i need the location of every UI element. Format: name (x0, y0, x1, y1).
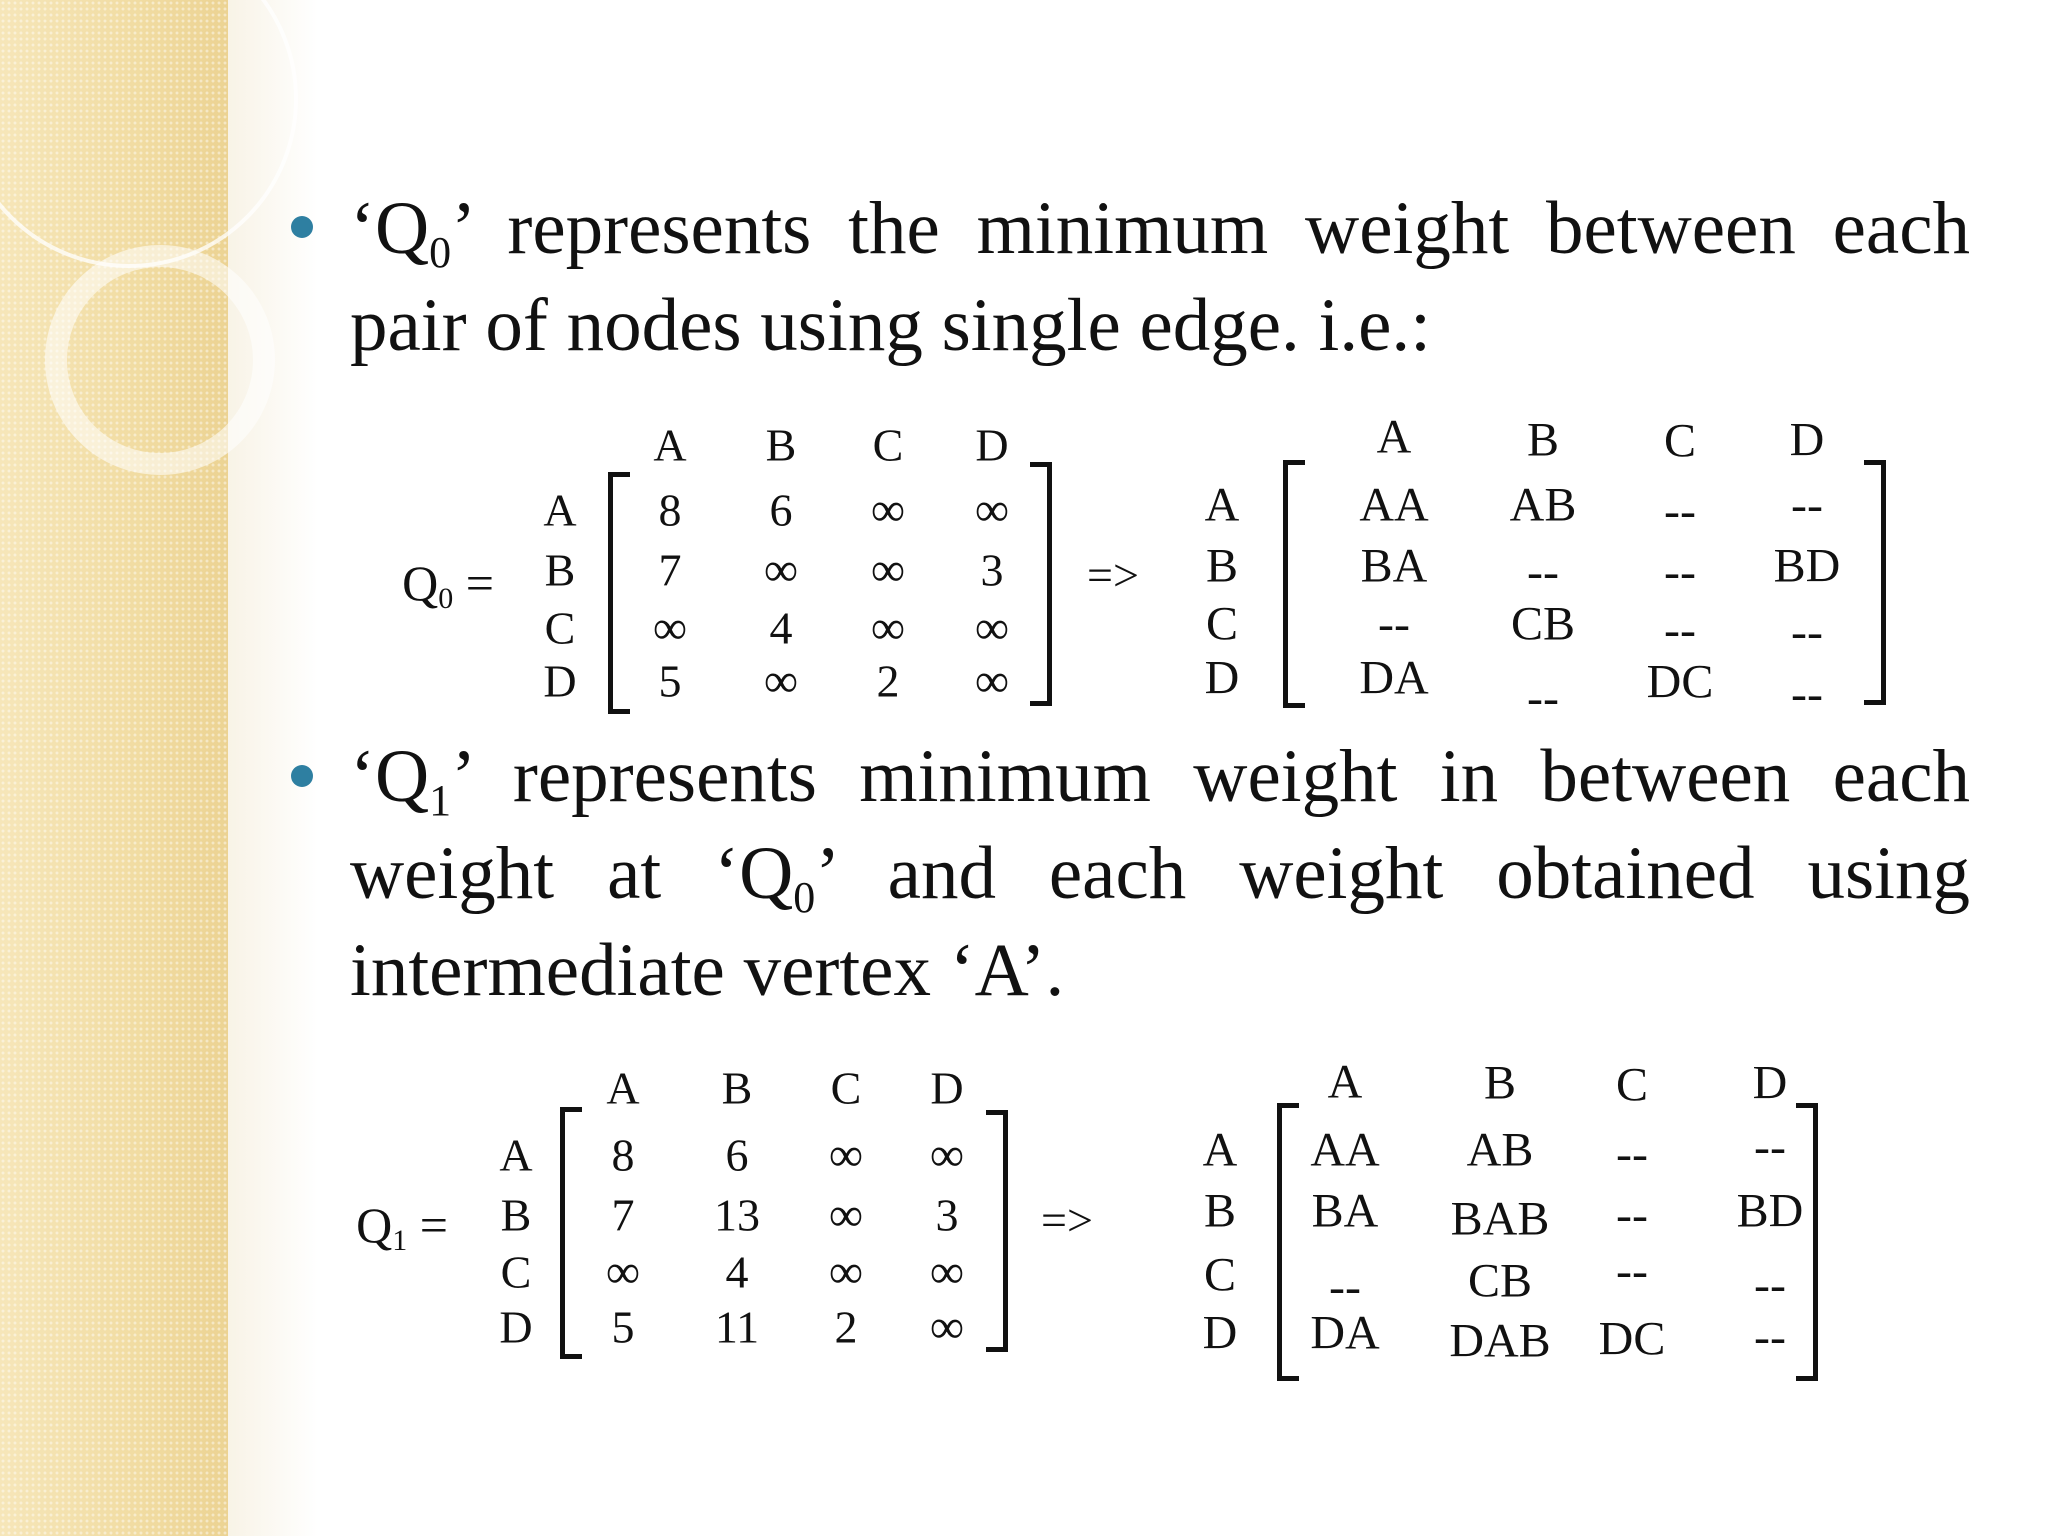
path-cell: -- (1791, 605, 1823, 659)
path-cell: CB (1510, 597, 1576, 651)
path-cell: DC (1646, 655, 1714, 709)
path-cell: -- (1527, 545, 1559, 599)
matrix-cell: ∞ (974, 654, 1010, 708)
path-cell: -- (1378, 597, 1410, 651)
bullet-text-q1 (350, 728, 1970, 1019)
path-cell: AB (1509, 478, 1577, 532)
row-header: D (1202, 1306, 1238, 1360)
row-header: C (1205, 597, 1239, 651)
matrix-cell: 6 (725, 1129, 749, 1181)
column-header: C (872, 419, 904, 471)
matrix-label: $Q_1$ = (356, 1197, 448, 1257)
matrix-cell: ∞ (763, 654, 799, 708)
column-header: B (1483, 1056, 1517, 1110)
bullet-text-part: ’ and each weight obtained using intermediate vertex ‘A’. (350, 832, 1971, 1012)
left-bracket (1277, 1103, 1299, 1381)
right-bracket (986, 1110, 1008, 1352)
row-header: C (500, 1246, 532, 1298)
column-header: D (930, 1062, 964, 1114)
matrix-cell: ∞ (929, 1300, 965, 1354)
matrix-cell: 4 (725, 1246, 749, 1298)
path-cell: BA (1311, 1184, 1379, 1238)
subscript: 1 (429, 776, 452, 825)
column-header: C (1663, 414, 1697, 468)
path-cell: -- (1527, 671, 1559, 725)
matrix-cell: 8 (611, 1129, 635, 1181)
column-header: D (1752, 1056, 1788, 1110)
row-header: D (1204, 651, 1240, 705)
matrix-cell: 5 (658, 655, 682, 707)
path-cell: -- (1616, 1188, 1648, 1242)
column-header: C (830, 1062, 862, 1114)
path-cell: -- (1329, 1260, 1361, 1314)
subscript: 0 (429, 228, 452, 277)
row-header: D (499, 1301, 533, 1353)
subscript: 0 (793, 873, 816, 922)
row-header: C (544, 602, 576, 654)
path-cell: DAB (1449, 1314, 1551, 1368)
path-cell: AB (1466, 1123, 1534, 1177)
bullet-text-part: ‘Q (350, 187, 430, 270)
path-cell: AA (1310, 1123, 1380, 1177)
matrix-cell: ∞ (870, 601, 906, 655)
matrix-cell: ∞ (974, 601, 1010, 655)
path-cell: -- (1664, 603, 1696, 657)
column-header: B (721, 1062, 753, 1114)
bullet-text-part: ’ represents the minimum weight between each pair of nodes using single edge. i.e.: (350, 187, 1970, 367)
path-cell: -- (1616, 1244, 1648, 1298)
left-bracket (608, 472, 630, 714)
matrix-cell: ∞ (870, 483, 906, 537)
path-cell: -- (1616, 1127, 1648, 1181)
matrix-cell: ∞ (763, 543, 799, 597)
path-cell: BD (1773, 539, 1841, 593)
right-bracket (1030, 462, 1052, 706)
matrix-cell: 4 (769, 602, 793, 654)
matrix-cell: ∞ (605, 1245, 641, 1299)
matrix-cell: ∞ (652, 601, 688, 655)
arrow: => (1087, 549, 1139, 601)
right-bracket (1864, 460, 1886, 705)
left-bracket (1283, 460, 1305, 708)
matrix-cell: ∞ (828, 1128, 864, 1182)
matrix-cell: 7 (611, 1189, 635, 1241)
matrix-cell: 7 (658, 544, 682, 596)
matrix-cell: 3 (935, 1189, 959, 1241)
column-header: D (1789, 413, 1825, 467)
path-cell: -- (1791, 667, 1823, 721)
path-cell: DA (1359, 651, 1429, 705)
column-header: A (1376, 410, 1412, 464)
matrix-cell: 2 (834, 1301, 858, 1353)
bullet-text-part: ‘Q (350, 735, 430, 818)
row-header: B (1205, 539, 1239, 593)
matrix-cell: ∞ (974, 483, 1010, 537)
matrix-cell: ∞ (828, 1245, 864, 1299)
column-header: A (1327, 1055, 1363, 1109)
row-header: D (543, 655, 577, 707)
matrix-cell: 13 (714, 1189, 760, 1241)
arrow: => (1041, 1194, 1093, 1246)
left-bracket (560, 1107, 582, 1359)
row-header: A (543, 484, 577, 536)
column-header: A (606, 1062, 640, 1114)
matrix-cell: 8 (658, 484, 682, 536)
matrix-cell: 3 (980, 544, 1004, 596)
matrix-cell: ∞ (870, 543, 906, 597)
path-cell: AA (1359, 478, 1429, 532)
path-cell: CB (1467, 1254, 1533, 1308)
matrix-label: $Q_0$ = (402, 555, 494, 615)
column-header: D (975, 419, 1009, 471)
path-cell: -- (1791, 478, 1823, 532)
path-cell: BAB (1450, 1192, 1550, 1246)
bullet-text-q0 (350, 180, 1970, 374)
row-header: B (500, 1189, 532, 1241)
row-header: B (1203, 1184, 1237, 1238)
matrix-cell: 5 (611, 1301, 635, 1353)
path-cell: DC (1598, 1312, 1666, 1366)
right-bracket (1796, 1103, 1818, 1381)
path-cell: -- (1754, 1120, 1786, 1174)
row-header: A (499, 1129, 533, 1181)
column-header: B (1526, 413, 1560, 467)
matrix-cell: ∞ (929, 1128, 965, 1182)
matrix-cell: 2 (876, 655, 900, 707)
path-cell: -- (1754, 1258, 1786, 1312)
column-header: A (653, 419, 687, 471)
path-cell: -- (1754, 1310, 1786, 1364)
path-cell: DA (1310, 1306, 1380, 1360)
row-header: A (1204, 478, 1240, 532)
path-cell: -- (1664, 545, 1696, 599)
matrix-cell: 11 (714, 1301, 760, 1353)
bullet-marker (291, 216, 313, 238)
matrix-cell: ∞ (929, 1245, 965, 1299)
matrix-cell: ∞ (828, 1188, 864, 1242)
row-header: C (1203, 1248, 1237, 1302)
matrix-cell: 6 (769, 484, 793, 536)
row-header: B (544, 544, 576, 596)
bullet-marker (291, 765, 313, 787)
row-header: A (1202, 1123, 1238, 1177)
path-cell: -- (1664, 484, 1696, 538)
path-cell: BD (1736, 1184, 1804, 1238)
path-cell: BA (1360, 539, 1428, 593)
bullet-text-part: ’ represents minimum weight in between each weight at ‘Q (350, 735, 1970, 915)
column-header: B (765, 419, 797, 471)
column-header: C (1615, 1058, 1649, 1112)
decorative-ring (45, 245, 275, 475)
